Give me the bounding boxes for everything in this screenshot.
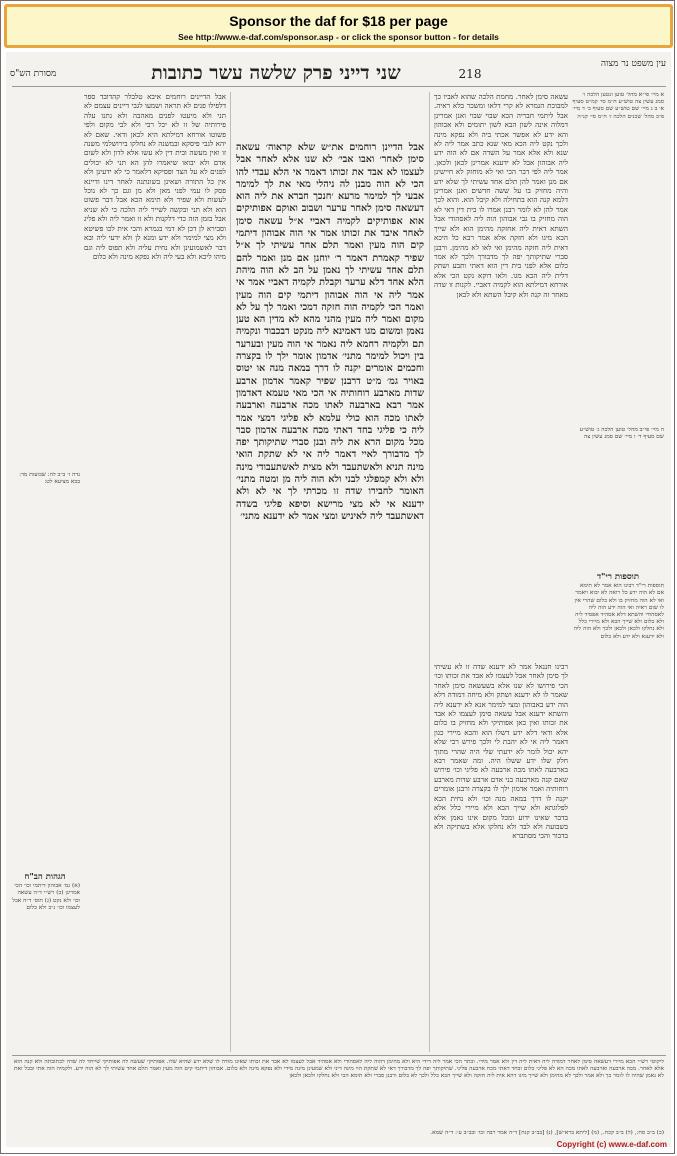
- masoret-hashas-text: נדה ז׳ ב״ב לה: שבועות מד: בבא מציעא לט:: [19, 472, 80, 486]
- column-divider-2: [429, 92, 430, 1052]
- column-divider-1: [230, 92, 231, 1052]
- ein-mishpat-text: א מיי׳ פי״א מהל׳ טוען ונטען הלכה ו׳ סמג עשין צה טוש״ע ח״מ סי׳ קמ״ט סעיף א׳ ב ג מיי׳ שם טוש״ע שם סעיף ב׳ ד מיי׳ פ״ב מהל׳ שכנים הלכה ז׳ ח״מ סי׳ קנ״ה: [572, 92, 664, 120]
- page-title: שני דייני פרק שלשה עשר כתובות: [151, 62, 401, 84]
- rashi-commentary-right: [434, 92, 568, 652]
- hagahot-box: [10, 872, 80, 1002]
- likutei-rashi-bottom: [14, 1059, 664, 1127]
- hagahot-label: הגהות הב"ח: [24, 872, 66, 882]
- sponsor-subtitle[interactable]: See http://www.e-daf.com/sponsor.asp - or click the sponsor button - for details: [178, 32, 499, 42]
- bottom-rule: [12, 1055, 666, 1056]
- page-number: 218: [458, 67, 482, 81]
- gemara-main-text: [236, 142, 424, 1042]
- gemara-text: אבל הדיינן רוחמים את״ש שלא קראוה׳ עשאה סימן לאחר׳ ואבו אבי׳ לא שנו אלא לאחר אבל לעצמו לא אבד את זכותו דאמר אי הלא עבדי להו הכי לא הוה מבנן לה ניהלי מאי את לך למימר אבעי לך למימר מרעא ׳חנכך חברא את ליה הוא דעשאה סימן לאחר ערער ושבוב ואוקם אפותיקים אוא אפותיקים לקמיה דאביי א״ל עשאה סימן לאחר איבד את זכותו אמר אי הוה אבוהון דיתמי קים הוה מעין ואמר תלם אחד עשיתי לך א״ל שפיר קאמרת דאמר ר׳ יוחנן אם מנן ואמר להם תלם אחד עשיתי לך נאמן על הב לא הוה מיהת הלא אחד דלא ערער וקבלת לקמיה דאביי אמר אי אמר ליה אי הוה אבוהון דיתמי קים הוה מעין ואמר הכי לקמיה הוה חזקה דמכי ואמר לך על לא מקום ואמר ליה מעין מהני מהא לא מדין הא טען נאמן ומשום מגו דאמינא ליה מנקט דבכבוד ונקמיה תם ולקמיה רחמא ליה נאמר אי הוה מעין ובערער בין ויכול למימר מתני׳ אדמון אומר ילך לו בקצרה וחכמים אומרים יקנה לו דרך במאה מנה או יטוס באויר גמ׳ מ״ט דרבנן שפיר קאמר אדמון ארבע שדות מארבע רוחותיה אי הכי מאי טעמא דאדמון אמר רבא בארבעה לאתו מכה ארבעה וארבעה לאתו מכה הוא כולי עלמא לא פליגי דמצי אמר ליה כי פליגי בחד דאתי מכח ארבעה אדמון סבר מכל מקום הרא את ליה ובנן סברי שתיקותך יפה לך מדבורך לאיי דאמר ליה אי לא שתקת הואי מינה תניא ולאשתעבד ולא מצית לאשתעבודי מינה ולא ולא קמפלגי לבני ולא הוה ליה מן ומטה מתני׳ האומר לחבירו שדה זו מכרתי לך אי לא ולא ידענא אי לא מצי מרישא וסיפא פליגי בשדה דאשתעבד ליה לאיניש ומצי אמר לא ידענא מתני׳: [236, 142, 424, 522]
- rashi-right-text: עשאה סימן לאחר. מחמת הלכה שהוא לאביו כך למבוכת הגמרא לא קרי דלאו ומשכר בלא ראיה. אבל ליתמי חבריה הכא שבוי שבוי ואנן אמרינן דמלוה אינה לשון הבא לשון יתומים ולא אבוהון והא ידע לא אפשר אכתי ביה ולא נפקא מינה ולכך נקט ליה הכא מאי שנא כתב אמר ליה לא שנא ולא אלא אמר על השדה אם לא הוה ידע ליה אבוהון אבל לא ידענא אמרינן לכאן ולכאן. אמר ליה לפי דבר הכי ואי לא מוחזק לא חיישינן אם מנן ואמר להן תלם אחד עשיתי לך שלא ידע והיה מחזיק בו על ששה חדשים ואנן אמרינן דלמא קנה הוא בתחילה ולא קיבל הוא. והוא לכך אמר להן לא לומר רבנן אמרו לו בית דין דאי לא הוה מחזיק בו גבי אבוהון הוה ליה לאסהודי אבל השתא דאית ליה אחזקה מהימן הוא ולא שייך הכא מיגו ולא חזקה אלא אמר רבא כל היכא דאית ליה חזקה מהימן ואי לאו לא מהימן. ורבנן סברי שתיקותך יפה לך מדבורך ולכך לא אמר כלום אלא לפני בית דין הוא דאתי ותבע ושתק דלית ליה הכא מגו. ולאו דוקא נקט הכי אלא אורחא דמילתא הוא לקמיה דאביי. לקנות זו שדה מאחר זה קנה ולא קיבל השתא ולא לכאן: [434, 92, 568, 299]
- sponsor-banner[interactable]: [4, 4, 673, 48]
- tosafot-rid-text: תוספות רי"ד רבינו הוא אמר לא תימא אם לא הוה ידע כל רואה לא יבוא ויאמר ואי לא הוה מחזיק בו ולא כלום שהרי אין לו שום ראיה ואי הוה ידע הוה ליה לאסהודי והשתא דלא אסהיד אפסיד ליה ולא כלום ולא שייך הכא ולא מיירי כלל ולא נחלקו ולכאן ולכאן ולכך ולא הוה ליה ולא ידענא ולא ידע ולא כלום: [573, 583, 664, 640]
- tosafot-rid-box: [572, 572, 664, 1052]
- header-rule: [12, 86, 666, 87]
- hagahot-text: (א) גמ׳ אבוהון דיתמי וכו׳ הכי אמרינן (ב) רש״י ד״ה עשאה וכו׳ ולא נקט (ג) תוס׳ ד״ה אבל לעצמו וכו׳ נ״ב ולא כלום: [12, 883, 80, 911]
- talmud-page-scan: [6, 52, 671, 1147]
- ein-mishpat-notes-2: [572, 427, 664, 567]
- masoret-hashas-label: מסורת הש"ס: [10, 69, 57, 79]
- tosafot-text: רבינו חננאל אמר לא ידענא שדה זו לא עשיתי לך סימן לאחר אבל לעצמו לא אבד את זכותו וכו׳ הכי פירושו לא שנו אלא בשעשאה סימן לאחר שאמר לו לא ידענא ושתק ולא מיחה דמודה דלא הוה ידע באבוהון ומצי למימר אנא לא ידענא ליה והשתא ידענא אבל עשאה סימן לעצמו לא אבד את זכותו ואין כאן אפותיקי ולא מחזיק בו כלום אלא ודאי דלא ידע דשלו הוא והכא מיירי כגון דאמר ליה אי לא יהבת לי ולכך פירש רבי שלא יהא יכול לומר לא ידעתי שלי היה שהרי מתוך חלק שלו ידע ששלו היה. ומה שאמר רבא בארבעה לאתו מכה ארבעה לא פליגי וכו׳ פירוש שאם קנה מארבעה בני אדם ארבע שדות מארבע רוחותיה ואמר אדמון ילך לו בקצרה ורבנן אומרים יקנה לו דרך במאה מנה וכו׳ ולא נחית הכא לפלוגתא ולא שייך הכא ולא מיירי כלל אלא בדבר שאינו ידוע ומכל מקום אינו נאמן אלא בשבועה ולא לבד ולא נחלקו אלא בשתיקה ולא בדבור והכי מסתברא: [434, 662, 568, 841]
- bottom-text: ליקוטי רש״י הכא מיירי דעשאה סימן לאחר דמודה ליה דאית ליה דין ולא אמר מידי. ובתר הכי אמר ליה דידי היא ולא מהימן דהוה ליה לאסהודי ולא אסהיד אבל לעצמו לא אבד את זכותו שאינו מודה לו שלא ידע שהיא שלו. אפותיקי שעשה לה אפותיקי שייחד לה שדה לכתובתה ולא קנה הוא אלא לאחר. מכה ארבעה וארבעה לאתו מכה הא לא פליגי כלום ובחד דאתי מכח ארבעה פליגי. שתיקותך יפה לך מדבורך דאי לא שתקת הוי מינה דיני ולא שמעינן מינה מידי ולא נפקא מינה ולא כלום. אבוהון דיתמי קים הוה מעין ואמר תלם אחד עשיתי לך לא הוה ידע. ולקמיה הוה אתי ובכל זאת לא נאמן שהיה לו לומר כך ולא אמר ולכך לא מהימן ולא שייך מיגו דהא אית ליה חזקה ולא שייך הכא כלל ולכך לא כלום ורבנן סברי ולא תימא הכי ולא נחלקו ולכאן ולכאן: [14, 1059, 664, 1080]
- ein-mishpat-label: עין משפט נר מצוה: [600, 59, 666, 69]
- copyright-link[interactable]: Copyright (c) www.e-daf.com: [556, 1140, 667, 1149]
- masoret-hashas-notes: [10, 472, 80, 552]
- rashi-text: אבל הדיינים רוחמים איבא טלבלר קהדובד ספר דלפילו פנים לא תראה ושמעו לגבי דיינים עצמם לא תני ולא מיעטו לפנים מאהבה ולא נתנו עלה פירותיה של זו לא יכל רבי ולא לבי מקום ולפי פשוטו אורחא דמילתא היא לכאן ודאי. שאם לא יהא לגבי פיסקא ובמשנה לא נחלקו בירושלמי משנה זו ואין מעשה ובית דין לא עשו אלא לדון ולא לשום אדם ולא יבואו שיאמרו להן הא תני לא יכולים לפנים לא על הצד ופסיקא דלאמר כי לא ידעינן ולא אין כל התורה ושאינן בשונתנה לאחר דינו ודיינא פסק לו עמי לפני מאן ולא מן וגם כך לא נוכל לעשות ולא שפיר ולא תימא הכא אבל דבר פשוט הוא ולא תני ובקשה לשייר ליה הלכה כי לא שניא אבל בזמן הזה כדי דלקנות ולא זו ואמר ליה ולא פליג וסבירא לן דכן לא דמי בגמרא והכי אית לכו פשיטא ולא מצי למימר ולא ידע ומנא לן ולא ידעי ליה ובא דבר לאשמועינן ולא נחית עליה ולא תפוס ליה וגם מיהו ליכא ולא בעי ליה ולא נפקא מינה ולא כלום: [84, 92, 226, 261]
- tosafot-commentary: [434, 662, 568, 1052]
- footnote-text: (כ) ב״ב סח:, (ל) ב״ב קכח., (מ) [ליתא ברא״ש], (נ) [בב״ב קנח] ד״ה אמר רבה וכו׳ ובב״ב ע׳: ד״ה שמא.: [430, 1130, 664, 1136]
- tosafot-rid-label: תוספות רי"ד: [596, 572, 640, 582]
- ein-mishpat-notes: [572, 92, 664, 422]
- ein-mishpat-text-2: ה מיי׳ פי״ב מהל׳ טוען הלכה ג׳ טוש״ע שם סעיף ד׳ ו מיי׳ שם סמג עשין צה: [579, 427, 664, 441]
- sponsor-title[interactable]: Sponsor the daf for $18 per page: [229, 13, 448, 29]
- rashi-commentary-left: [84, 92, 226, 1052]
